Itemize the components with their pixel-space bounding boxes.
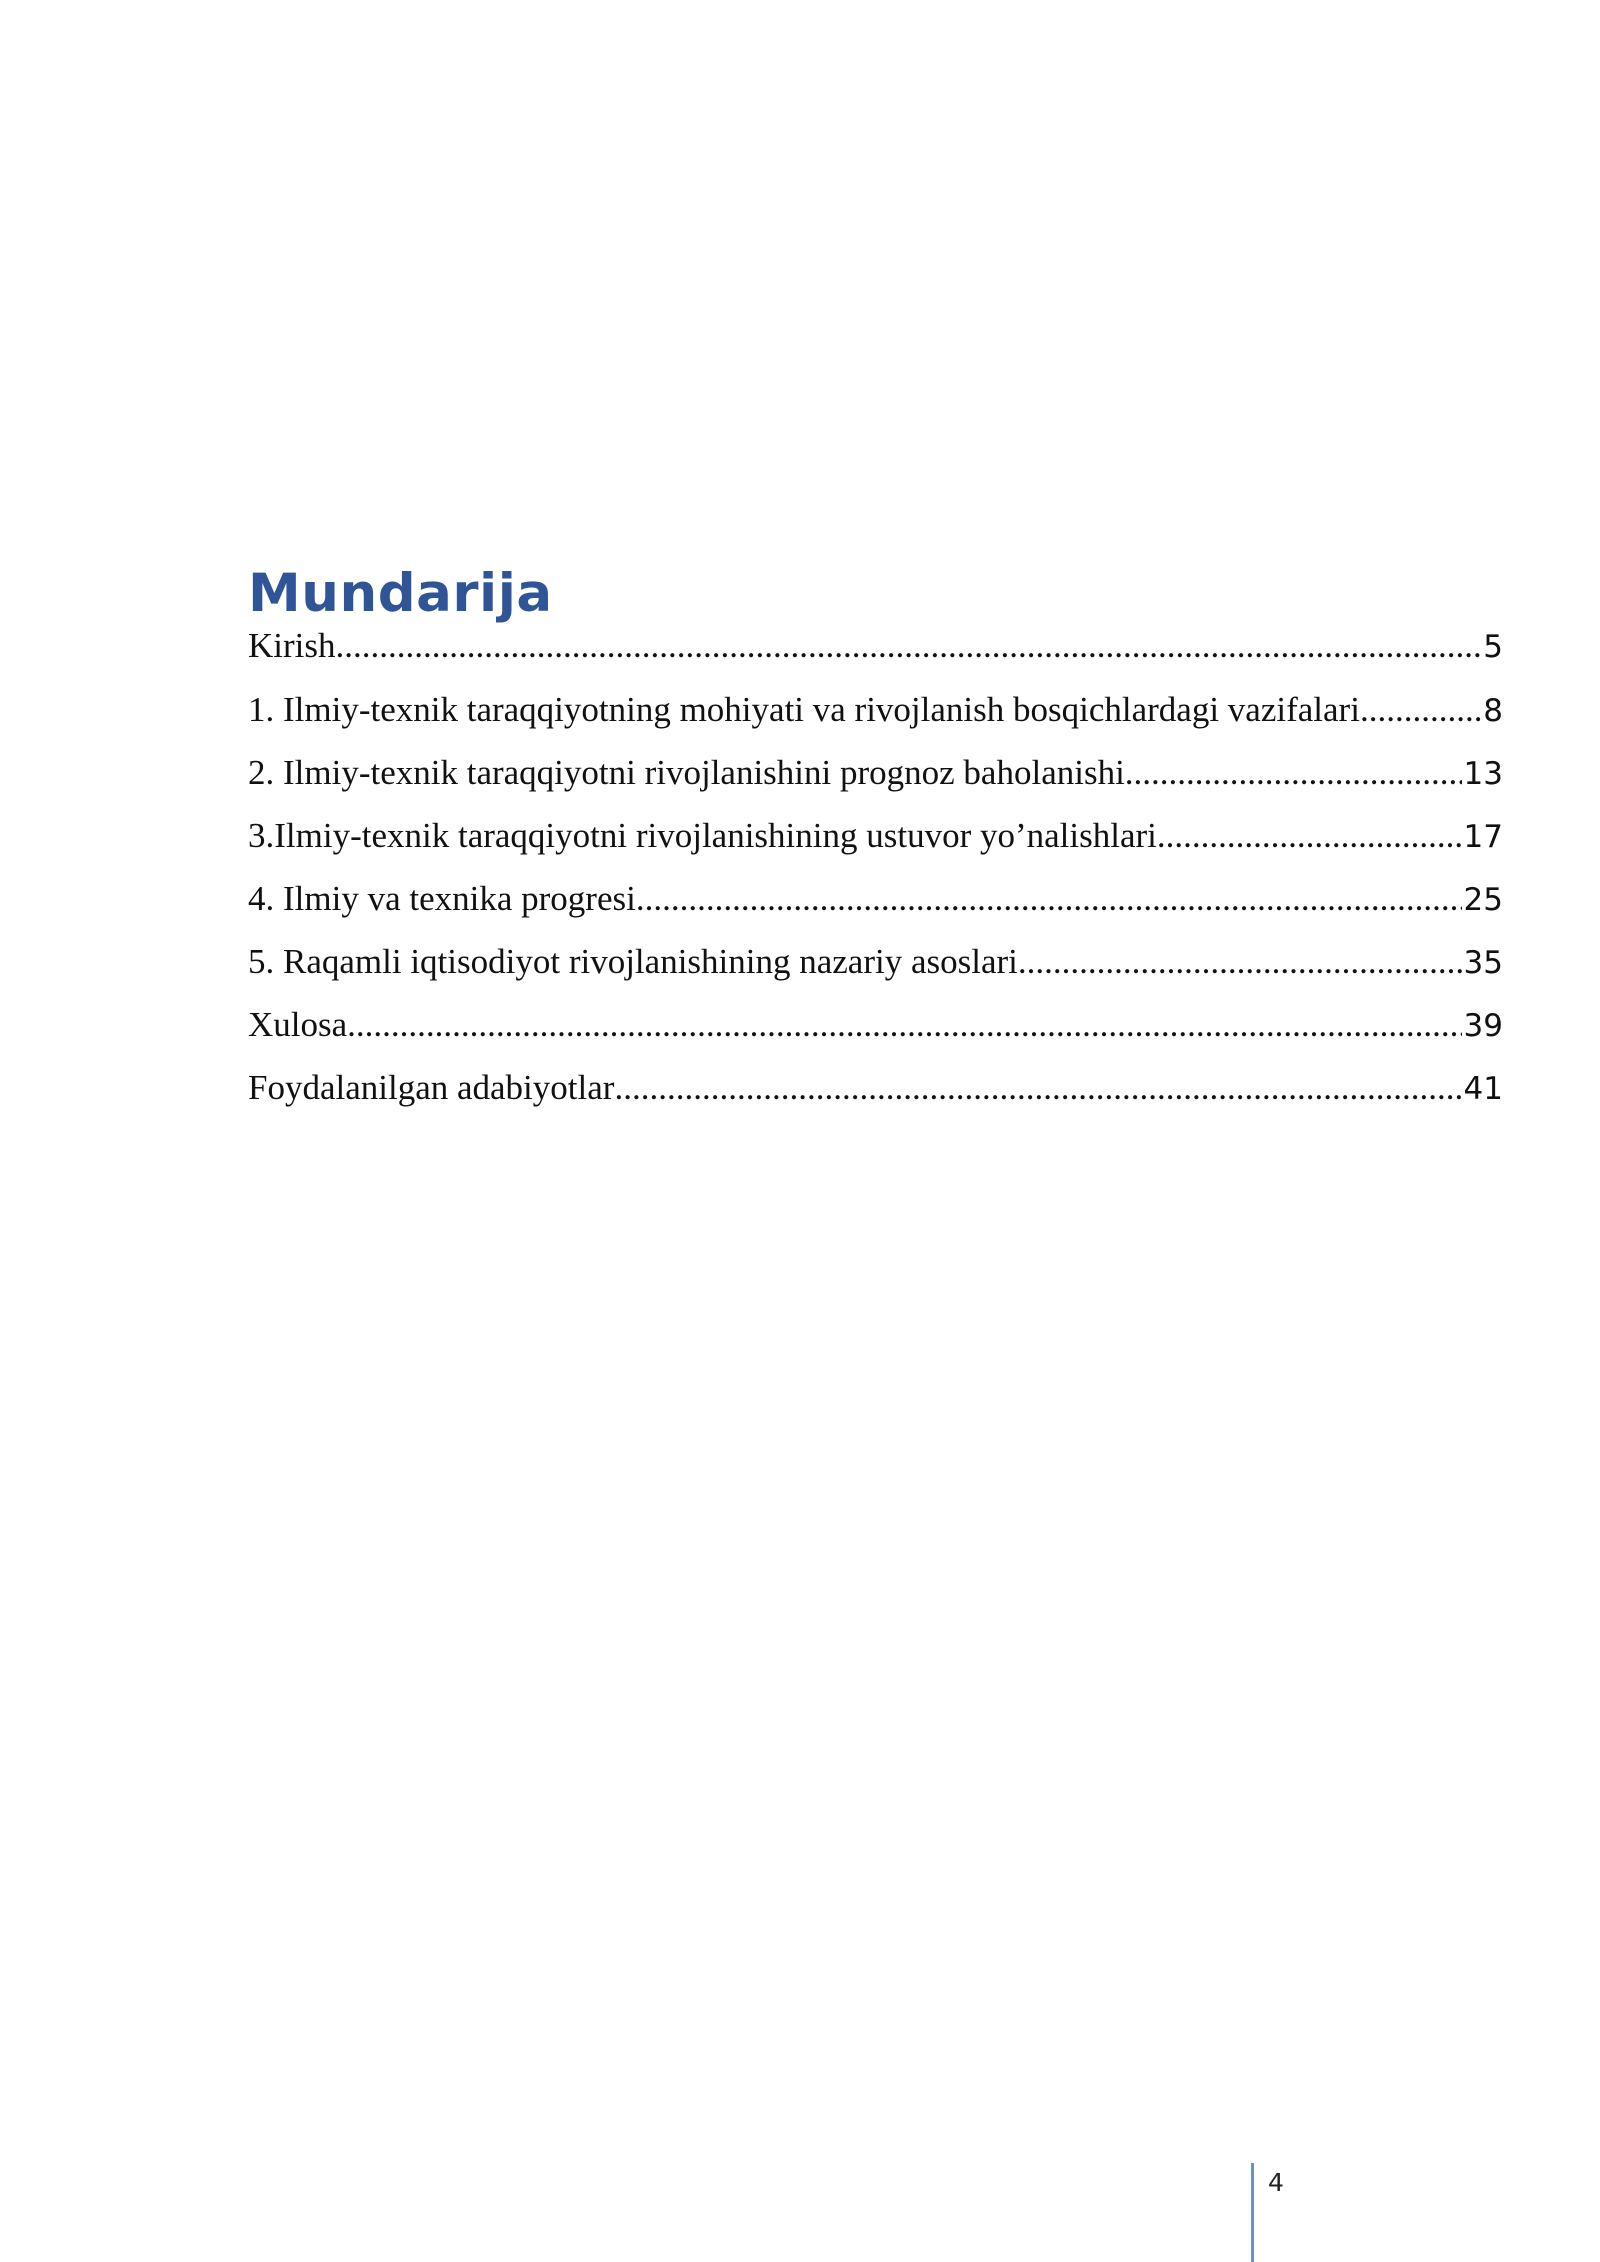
toc-entry-page: 8 bbox=[1483, 693, 1503, 729]
toc-entry[interactable] bbox=[248, 879, 1503, 942]
toc-entry[interactable] bbox=[248, 1068, 1503, 1131]
table-of-contents bbox=[248, 562, 1503, 1131]
toc-entry[interactable] bbox=[248, 626, 1503, 690]
toc-entry[interactable] bbox=[248, 1005, 1503, 1068]
toc-leader-dots bbox=[1360, 690, 1481, 730]
toc-leader-dots bbox=[347, 1005, 1461, 1045]
toc-leader-dots bbox=[1157, 816, 1462, 856]
toc-entry-page: 35 bbox=[1463, 945, 1503, 981]
toc-leader-dots bbox=[1018, 942, 1462, 982]
toc-entry-page: 39 bbox=[1463, 1008, 1503, 1044]
toc-title: Mundarija bbox=[248, 563, 553, 624]
toc-leader-dots bbox=[336, 626, 1482, 666]
toc-entry[interactable] bbox=[248, 816, 1503, 879]
toc-entry-page: 5 bbox=[1483, 629, 1503, 665]
toc-list bbox=[248, 626, 1503, 1131]
toc-entry-text: Xulosa bbox=[248, 1005, 348, 1044]
toc-leader-dots bbox=[636, 879, 1462, 919]
toc-entry-page: 25 bbox=[1463, 882, 1503, 918]
toc-entry-page: 13 bbox=[1463, 756, 1503, 792]
toc-entry-text: Foydalanilgan adabiyotlar bbox=[248, 1068, 615, 1107]
page-number: 4 bbox=[1268, 2168, 1284, 2197]
toc-entry-page: 17 bbox=[1463, 819, 1503, 855]
toc-entry-text: 5. Raqamli iqtisodiyot rivojlanishining nazariy asoslari bbox=[248, 942, 1018, 981]
toc-entry-text: 3.Ilmiy-texnik taraqqiyotni rivojlanishining ustuvor yo’nalishlari bbox=[248, 816, 1157, 855]
toc-entry[interactable] bbox=[248, 690, 1503, 753]
toc-entry-text: 4. Ilmiy va texnika progresi bbox=[248, 879, 636, 918]
toc-leader-dots bbox=[1125, 753, 1462, 793]
toc-leader-dots bbox=[614, 1068, 1461, 1108]
footer-divider bbox=[1251, 2163, 1254, 2262]
toc-entry-text: Kirish bbox=[248, 626, 336, 665]
toc-entry[interactable] bbox=[248, 942, 1503, 1005]
toc-entry-text: 2. Ilmiy-texnik taraqqiyotni rivojlanishini prognoz baholanishi bbox=[248, 753, 1125, 792]
toc-entry-page: 41 bbox=[1463, 1071, 1503, 1107]
toc-entry-text: 1. Ilmiy-texnik taraqqiyotning mohiyati va rivojlanish bosqichlardagi vazifalari bbox=[248, 690, 1360, 729]
toc-entry[interactable] bbox=[248, 753, 1503, 816]
